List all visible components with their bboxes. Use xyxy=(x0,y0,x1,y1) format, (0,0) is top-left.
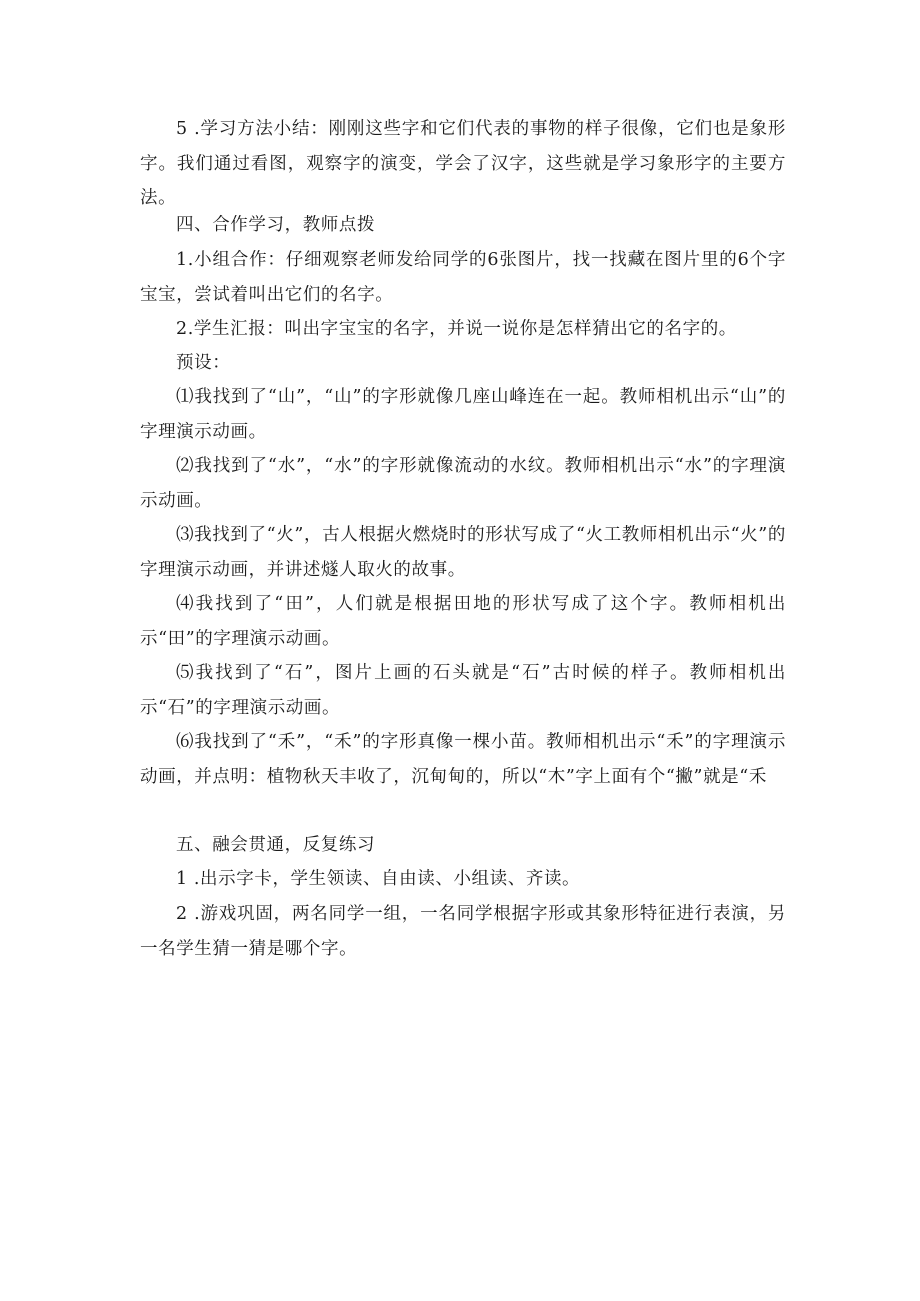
paragraph-group-work: 1.小组合作：仔细观察老师发给同学的6张图片，找一找藏在图片里的6个字宝宝，尝试着叫出它们的名字。 xyxy=(140,250,786,305)
paragraph-flashcards: 1 .出示字卡，学生领读、自由读、小组读、齐读。 xyxy=(176,869,581,889)
paragraph-preset: 预设： xyxy=(176,353,231,373)
paragraph-item-field: ⑷我找到了“田”，人们就是根据田地的形状写成了这个字。教师相机出示“田”的字理演示动画。 xyxy=(140,594,786,649)
section-heading-5: 五、融会贯通，反复练习 xyxy=(176,835,376,855)
paragraph-item-grain: ⑹我找到了“禾”，“禾”的字形真像一棵小苗。教师相机出示“禾”的字理演示动画，并点明：植物秋天丰收了，沉甸甸的，所以“木”字上面有个“撇”就是“禾 xyxy=(140,732,786,787)
paragraph-student-report: 2.学生汇报：叫出字宝宝的名字，并说一说你是怎样猜出它的名字的。 xyxy=(176,319,737,339)
paragraph-item-water: ⑵我找到了“水”，“水”的字形就像流动的水纹。教师相机出示“水”的字理演示动画。 xyxy=(140,456,786,511)
section-heading-4: 四、合作学习，教师点拨 xyxy=(176,215,376,235)
paragraph-method-summary: 5 .学习方法小结：刚刚这些字和它们代表的事物的样子很像，它们也是象形字。我们通过看图，观察字的演变，学会了汉字，这些就是学习象形字的主要方法。 xyxy=(140,119,786,208)
paragraph-item-fire: ⑶我找到了“火”，古人根据火燃烧时的形状写成了“火工教师相机出示“火”的字理演示动画，并讲述燧人取火的故事。 xyxy=(140,525,786,580)
paragraph-game: 2 .游戏巩固，两名同学一组，一名同学根据字形或其象形特征进行表演，另一名学生猜一猜是哪个字。 xyxy=(140,904,786,959)
paragraph-item-stone: ⑸我找到了“石”，图片上画的石头就是“石”古时候的样子。教师相机出示“石”的字理演示动画。 xyxy=(140,663,786,718)
paragraph-item-mountain: ⑴我找到了“山”，“山”的字形就像几座山峰连在一起。教师相机出示“山”的字理演示动画。 xyxy=(140,387,786,442)
